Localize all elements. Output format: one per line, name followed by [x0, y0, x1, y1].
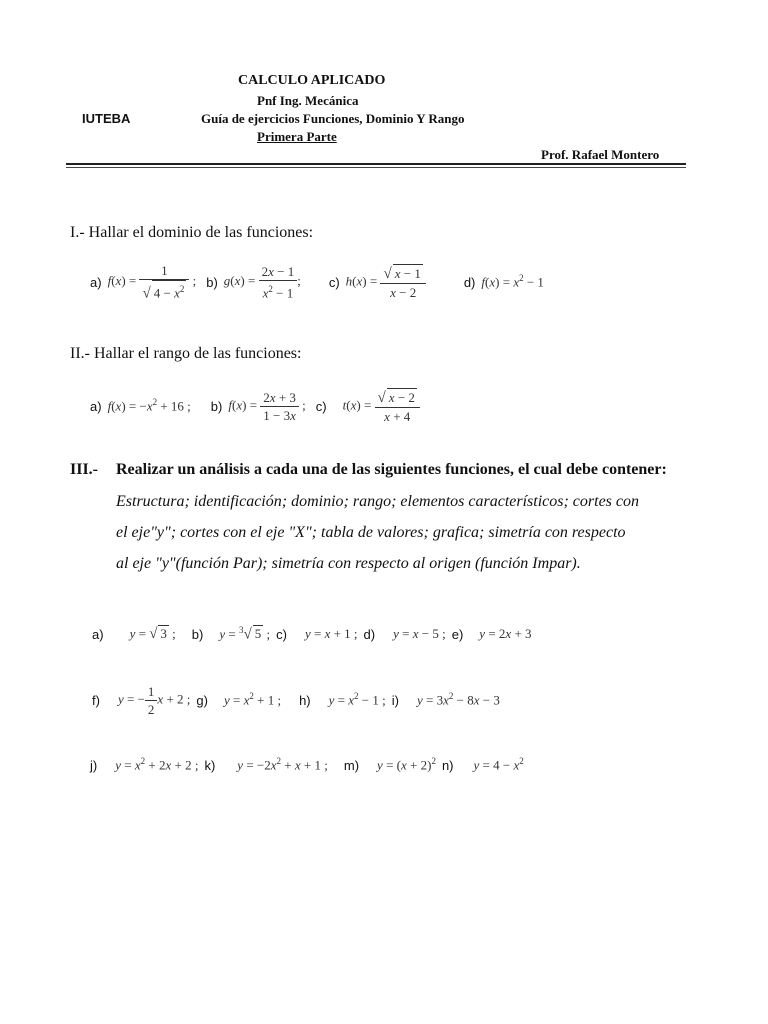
- item-label-b: b): [210, 398, 223, 414]
- section-3-line-2: el eje"y"; cortes con el eje "X"; tabla de valores; grafica; simetría con respecto: [116, 524, 626, 541]
- formula-1c: h(x) = $\frac{√ x - 1}{x - 2}$: [346, 264, 426, 301]
- part-title: Primera Parte: [257, 129, 337, 144]
- section-3-line-1: Estructura; identificación; dominio; rango; elementos característicos; cortes con: [116, 493, 640, 510]
- item-label-n: n): [441, 757, 454, 773]
- item-label-j: j): [90, 757, 98, 773]
- item-label-a: a): [90, 274, 102, 290]
- course-title: CALCULO APLICADO: [238, 73, 386, 88]
- formula-3e: y = 2x + 3: [479, 626, 532, 641]
- item-label-m: m): [343, 757, 360, 773]
- formula-3f: y = − $\frac{1}{2}$ x + 2 ;: [117, 683, 191, 717]
- formula-3m: $y = (x + 2)^2$: [377, 756, 436, 773]
- section-3-number: III.-: [70, 461, 99, 478]
- school-name: IUTEBA: [82, 111, 131, 126]
- program-name: Pnf Ing. Mecánica: [257, 93, 359, 108]
- header-rule-thick: [66, 163, 686, 165]
- section-3-row-1: [92, 622, 532, 646]
- guide-title: Guía de ejercicios Funciones, Dominio Y Rango: [201, 111, 465, 126]
- section-3-line-3: al eje "y"(función Par); simetría con respecto al origen (función Impar).: [116, 555, 581, 572]
- item-label-a: a): [92, 626, 104, 642]
- formula-2c: t(x) = $\frac{√ x - 2}{x + 4}$: [343, 388, 420, 425]
- professor-name: Prof. Rafael Montero: [541, 147, 660, 162]
- formula-3d: y = x − 5 ;: [393, 626, 446, 641]
- item-label-c: c): [276, 626, 287, 642]
- formula-3h: $y = x^2 - 1$ ;: [328, 691, 386, 708]
- item-label-h: h): [299, 692, 311, 708]
- section-3-row-2: [92, 680, 500, 720]
- formula-3k: $y = -2x^2 + x + 1$ ;: [237, 756, 328, 773]
- formula-1a: f(x) = $\frac{1}{√ 4 - x^2}$ ;: [107, 262, 197, 302]
- item-label-b: b): [206, 274, 218, 290]
- item-label-c: c): [315, 398, 327, 414]
- formula-1b: g(x) = $\frac{2x - 1}{x^2 - 1}$ ;: [223, 263, 301, 301]
- item-label-a: a): [90, 398, 102, 414]
- section-3-title: Realizar un análisis a cada una de las siguientes funciones, el cual debe contener:: [116, 461, 667, 478]
- formula-1d: $f(x) = x^2 - 1$: [481, 273, 544, 290]
- formula-3c: y = x + 1 ;: [304, 626, 358, 641]
- item-label-i: i): [391, 692, 399, 708]
- formula-3b: y = $^3$√ 5 ;: [219, 624, 271, 643]
- item-label-g: g): [196, 692, 208, 708]
- formula-3g: $y = x^2 + 1$ ;: [223, 691, 282, 708]
- section-2-title: II.- Hallar el rango de las funciones:: [70, 345, 302, 362]
- item-label-d: d): [363, 626, 376, 642]
- formula-3i: $y = 3x^2 - 8x - 3$: [416, 691, 500, 708]
- formula-2a: $f(x) = -x^2 + 16$ ;: [107, 397, 191, 414]
- formula-2b: f(x) = $\frac{2x + 3}{1 - 3x}$ ;: [228, 389, 306, 423]
- formula-3n: $y = 4 - x^2$: [473, 756, 524, 773]
- item-label-k: k): [204, 757, 216, 773]
- header-rule-thin: [66, 167, 686, 168]
- item-label-d: d): [463, 274, 476, 290]
- section-2-row: [90, 386, 420, 426]
- formula-3a: y = √ 3 ;: [129, 626, 176, 642]
- item-label-c: c): [328, 274, 340, 290]
- item-label-e: e): [451, 626, 464, 642]
- section-3-row-3: [90, 753, 524, 777]
- item-label-b: b): [191, 626, 204, 642]
- item-label-f: f): [92, 692, 100, 708]
- section-1-title: I.- Hallar el dominio de las funciones:: [70, 224, 314, 241]
- section-1-row: [90, 262, 544, 302]
- formula-3j: $y = x^2 + 2x + 2$ ;: [115, 756, 199, 773]
